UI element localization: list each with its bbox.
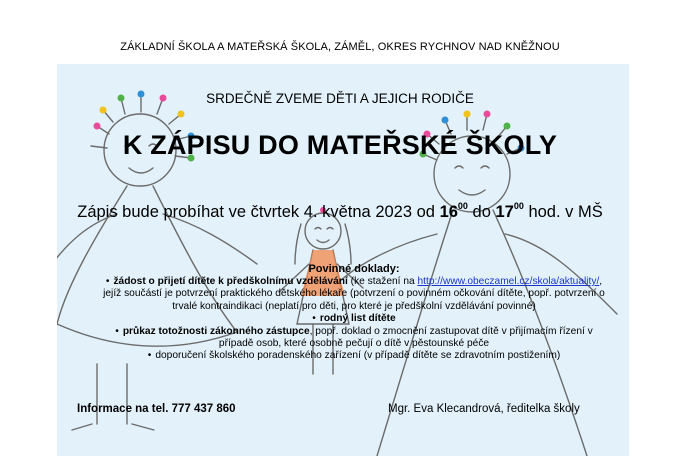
date-suffix: hod. v MŠ (528, 203, 603, 221)
list-item (64, 313, 644, 325)
guardian-id-text: , popř. doklad o zmocnění zastupovat dítě v přijímacím řízení v (309, 325, 593, 337)
list-item (64, 326, 644, 351)
school-header: ZÁKLADNÍ ŠKOLA A MATEŘSKÁ ŠKOLA, ZÁMĚL, OKRES RYCHNOV NAD KNĚŽNOU (120, 41, 560, 53)
principal-signature: Mgr. Eva Klecandrová, ředitelka školy (388, 403, 580, 415)
list-item (64, 350, 644, 362)
doctor-confirmation-text: jejíž součástí je potvrzení praktického dětského lékaře (potvrzení o povinném očkování dítěte, popř. potvrzení o (103, 288, 605, 300)
invitation-line: SRDEČNĚ ZVEME DĚTI A JEJICH RODIČE (206, 91, 474, 106)
school-news-link[interactable]: http://www.obeczamel.cz/skola/aktuality/ (417, 276, 600, 287)
list-item (64, 276, 644, 313)
documents-heading: Povinné doklady: (308, 263, 400, 275)
date-middle: do (472, 203, 491, 221)
punctuation: , (599, 276, 603, 287)
page-title: K ZÁPISU DO MATEŘSKÉ ŠKOLY (122, 130, 558, 160)
birth-certificate-label: rodný list dítěte (319, 313, 396, 325)
foster-care-text: případě osob, které osobně pečují o dítě v pěstounské péče (218, 338, 490, 350)
bullet-icon: • (147, 350, 152, 362)
start-minutes: 00 (457, 201, 468, 211)
required-documents (64, 263, 644, 363)
documents-list (64, 276, 644, 363)
children-drawing (57, 64, 629, 456)
guardian-id-label: průkaz totožnosti zákonného zástupce (122, 325, 310, 337)
contact-phone: Informace na tel. 777 437 860 (77, 403, 236, 415)
bullet-icon: • (115, 325, 119, 337)
counseling-recommendation-text: doporučení školského poradenského zařízení (v případě dítěte se zdravotním postižením) (155, 350, 561, 362)
date-prefix: Zápis bude probíhat ve čtvrtek 4. května 2023 od (77, 203, 435, 221)
bullet-icon: • (312, 313, 316, 325)
enrollment-date (0, 201, 680, 222)
end-hour: 17 (495, 203, 514, 221)
download-note: (ke stažení na (350, 276, 415, 287)
contraindication-text: trvalé kontraindikaci (neplatí pro děti, pro které je předškolní vzdělávání povinné) (172, 300, 536, 312)
bullet-icon: • (105, 276, 110, 287)
application-form-label: žádost o přijetí dítěte k předškolnímu vzdělávání (113, 276, 348, 287)
start-hour: 16 (439, 203, 458, 221)
end-minutes: 00 (513, 201, 524, 211)
